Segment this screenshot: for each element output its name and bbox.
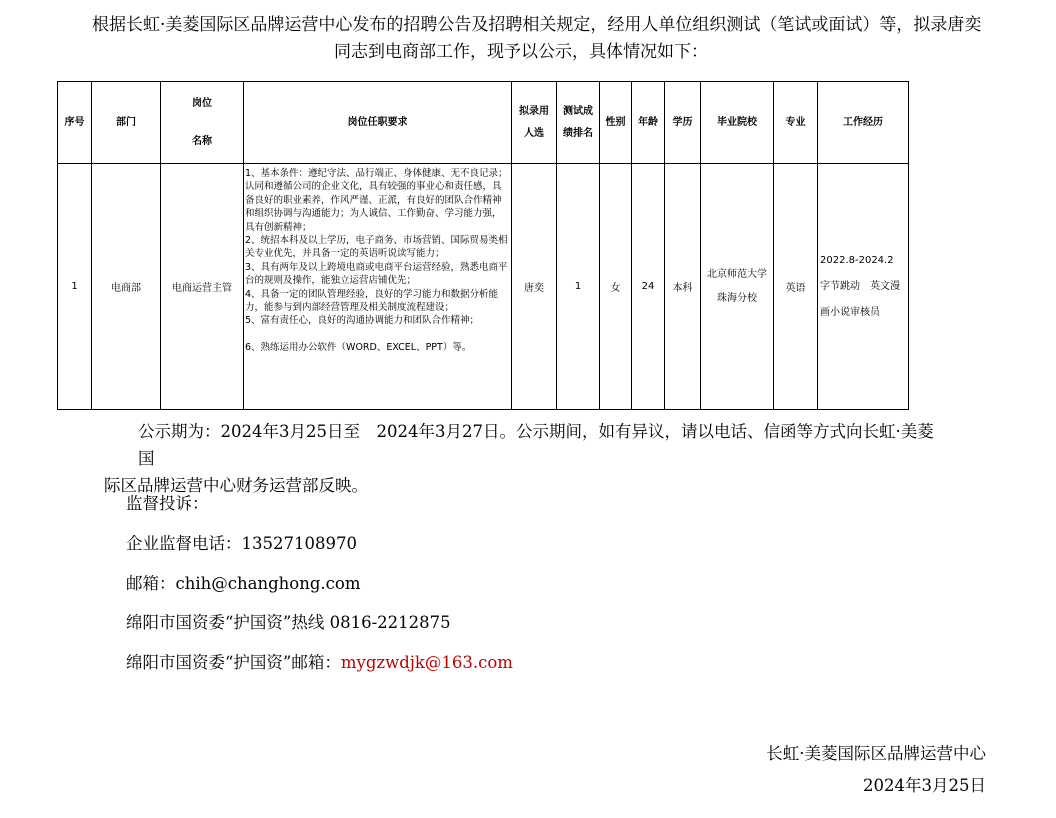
intro-paragraph <box>92 12 992 66</box>
intro-line-2: 同志到电商部工作，现予以公示，具体情况如下： <box>334 42 708 62</box>
sasac-hotline: 绵阳市国资委“护国资”热线 0816-2212875 <box>126 613 451 632</box>
recruitment-table <box>57 81 909 410</box>
school-line-1: 北京师范大学 <box>707 268 767 280</box>
notice-paragraph <box>104 418 944 499</box>
requirement-5: 5、富有责任心，良好的沟通协调能力和团队合作精神； <box>245 315 480 327</box>
header-candidate <box>512 82 557 164</box>
sasac-email-link[interactable]: mygzwdjk@163.com <box>340 653 513 672</box>
cell-gender: 女 <box>600 164 632 410</box>
cell-candidate: 唐奕 <box>512 164 557 410</box>
header-rank-line-1: 测试成 <box>563 105 593 117</box>
header-school: 毕业院校 <box>701 82 774 164</box>
sasac-email-label: 绵阳市国资委“护国资”邮箱： <box>126 653 341 672</box>
signature-org: 长虹·美菱国际区品牌运营中心 <box>766 744 986 763</box>
requirement-1: 1、基本条件：遵纪守法、品行端正、身体健康、无不良记录；认同和遵循公司的企业文化，具有较强的事业心和责任感，具备良好的职业素养，作风严谨、正派，有良好的团队合作精神和组织协调与沟通能力；为人诚信、工作勤奋、学习能力强，具有创新精神； <box>245 168 508 233</box>
header-rank-line-2: 绩排名 <box>563 127 593 139</box>
supervise-phone: 企业监督电话：13527108970 <box>126 534 357 553</box>
cell-position: 电商运营主管 <box>161 164 244 410</box>
header-requirements: 岗位任职要求 <box>244 82 512 164</box>
requirement-2: 2、统招本科及以上学历，电子商务、市场营销、国际贸易类相关专业优先，并具备一定的英语听说读写能力； <box>245 235 508 260</box>
supervise-email: 邮箱：chih@changhong.com <box>126 574 361 593</box>
header-education: 学历 <box>665 82 701 164</box>
header-position <box>161 82 244 164</box>
header-dept: 部门 <box>92 82 161 164</box>
intro-line-1: 根据长虹·美菱国际区品牌运营中心发布的招聘公告及招聘相关规定，经用人单位组织测试（笔试或面试）等，拟录唐奕 <box>92 15 982 35</box>
notice-line-2: 际区品牌运营中心财务运营部反映。 <box>104 476 368 495</box>
school-line-2: 珠海分校 <box>717 292 757 304</box>
cell-major: 英语 <box>774 164 818 410</box>
header-candidate-line-2: 人选 <box>524 127 544 139</box>
cell-education: 本科 <box>665 164 701 410</box>
cell-rank: 1 <box>557 164 600 410</box>
sasac-email-line <box>126 649 513 673</box>
table-header-row <box>58 82 909 164</box>
header-no: 序号 <box>58 82 92 164</box>
header-position-line-1: 岗位 <box>192 97 212 109</box>
header-rank <box>557 82 600 164</box>
requirement-4: 4、具备一定的团队管理经验，良好的学习能力和数据分析能力，能参与到内部经营管理及相关制度流程建设； <box>245 288 499 314</box>
requirement-3: 3、具有两年及以上跨境电商或电商平台运营经验，熟悉电商平台的规则及操作，能独立运营店铺优先； <box>245 261 508 287</box>
table-row <box>58 164 909 410</box>
cell-school <box>701 164 774 410</box>
header-experience: 工作经历 <box>818 82 909 164</box>
header-gender: 性别 <box>600 82 632 164</box>
header-candidate-line-1: 拟录用 <box>519 105 549 117</box>
header-major: 专业 <box>774 82 818 164</box>
cell-experience: 2022.8-2024.2 字节跳动 英文漫画小说审核员 <box>818 164 909 410</box>
supervise-heading: 监督投诉： <box>126 494 209 513</box>
signature-date: 2024年3月25日 <box>863 776 986 795</box>
header-position-line-2: 名称 <box>192 135 212 147</box>
header-age: 年龄 <box>632 82 665 164</box>
cell-requirements <box>244 164 512 410</box>
cell-dept: 电商部 <box>92 164 161 410</box>
cell-no: 1 <box>58 164 92 410</box>
notice-line-1: 公示期为：2024年3月25日至 2024年3月27日。公示期间，如有异议，请以电话、信函等方式向长虹·美菱国 <box>138 422 934 468</box>
requirement-6: 6、熟练运用办公软件（WORD、EXCEL、PPT）等。 <box>245 341 472 353</box>
cell-age: 24 <box>632 164 665 410</box>
